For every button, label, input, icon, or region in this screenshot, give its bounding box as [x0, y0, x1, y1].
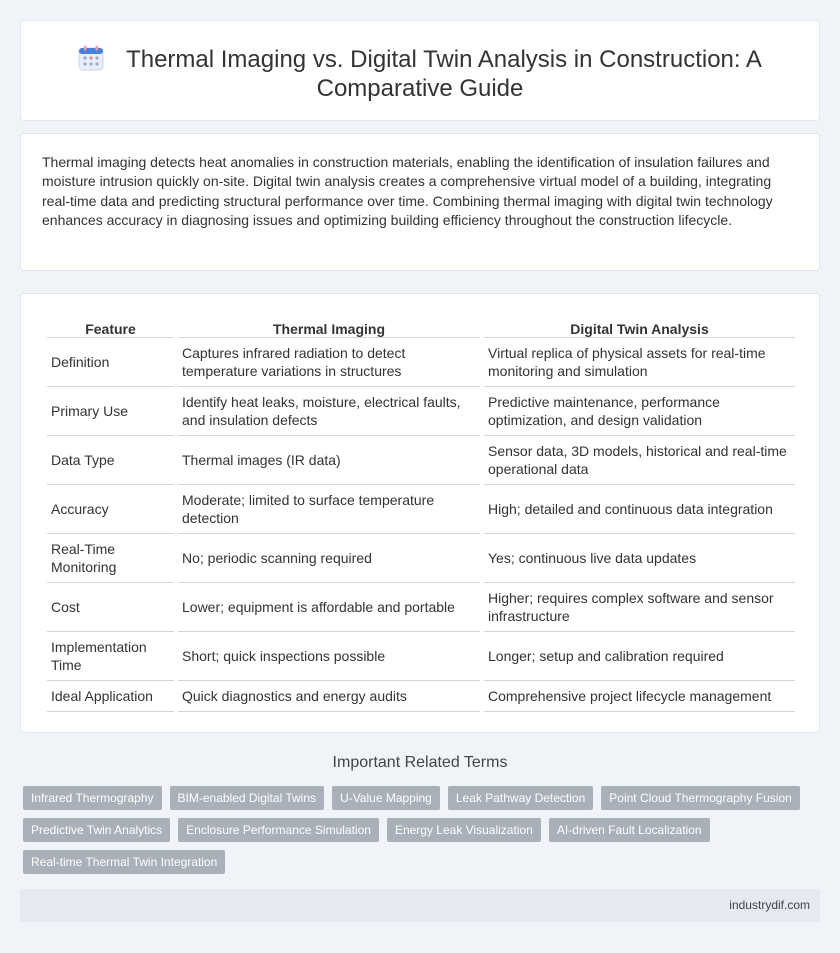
table-row — [47, 583, 795, 632]
digital-twin-cell: Sensor data, 3D models, historical and real-time operational data — [484, 436, 795, 485]
header-thermal-imaging: Thermal Imaging — [178, 315, 480, 338]
feature-cell: Ideal Application — [47, 681, 174, 712]
comparison-card — [20, 293, 820, 733]
feature-cell: Cost — [47, 583, 174, 632]
header-feature: Feature — [47, 315, 174, 338]
feature-cell: Data Type — [47, 436, 174, 485]
intro-card — [20, 133, 820, 271]
footer — [20, 889, 820, 922]
digital-twin-cell: High; detailed and continuous data integration — [484, 485, 795, 534]
comparison-table — [43, 315, 799, 712]
digital-twin-cell: Comprehensive project lifecycle management — [484, 681, 795, 712]
tag-predictive-twin-analytics[interactable]: Predictive Twin Analytics — [23, 818, 170, 842]
table-row — [47, 681, 795, 712]
thermal-cell: Captures infrared radiation to detect temperature variations in structures — [178, 338, 480, 387]
digital-twin-cell: Virtual replica of physical assets for real-time monitoring and simulation — [484, 338, 795, 387]
thermal-cell: Quick diagnostics and energy audits — [178, 681, 480, 712]
digital-twin-cell: Longer; setup and calibration required — [484, 632, 795, 681]
thermal-cell: Short; quick inspections possible — [178, 632, 480, 681]
table-row — [47, 485, 795, 534]
thermal-cell: No; periodic scanning required — [178, 534, 480, 583]
tag-energy-leak-visualization[interactable]: Energy Leak Visualization — [387, 818, 541, 842]
tag-bim-enabled-digital-twins[interactable]: BIM-enabled Digital Twins — [170, 786, 325, 810]
tag-point-cloud-thermography-fusion[interactable]: Point Cloud Thermography Fusion — [601, 786, 800, 810]
table-row — [47, 534, 795, 583]
feature-cell: Definition — [47, 338, 174, 387]
table-row — [47, 436, 795, 485]
table-header-row — [47, 315, 795, 338]
digital-twin-cell: Higher; requires complex software and sensor infrastructure — [484, 583, 795, 632]
feature-cell: Real-Time Monitoring — [47, 534, 174, 583]
title-line-1: Thermal Imaging vs. Digital Twin Analysis in Construction: A — [126, 46, 762, 73]
table-row — [47, 338, 795, 387]
related-terms-title: Important Related Terms — [332, 754, 508, 771]
thermal-cell: Thermal images (IR data) — [178, 436, 480, 485]
page-title — [21, 45, 819, 103]
thermal-cell: Identify heat leaks, moisture, electrical faults, and insulation defects — [178, 387, 480, 436]
tag-infrared-thermography[interactable]: Infrared Thermography — [23, 786, 162, 810]
header-digital-twin: Digital Twin Analysis — [484, 315, 795, 338]
calendar-icon — [78, 45, 104, 71]
footer-site[interactable]: industrydif.com — [729, 898, 810, 912]
related-terms-tags — [23, 786, 803, 874]
feature-cell: Implementation Time — [47, 632, 174, 681]
tag-real-time-thermal-twin-integration[interactable]: Real-time Thermal Twin Integration — [23, 850, 225, 874]
thermal-cell: Moderate; limited to surface temperature detection — [178, 485, 480, 534]
title-line-2: Comparative Guide — [316, 75, 524, 102]
intro-text: Thermal imaging detects heat anomalies in construction materials, enabling the identification of insulation failures and moisture intrusion quickly on-site. Digital twin analysis creates a comprehensive virtual model of a building, integrating real-time data and predicting structural performance over time. Combining thermal imaging with digital twin technology enhances accuracy in diagnosing issues and optimizing building efficiency throughout the construction lifecycle. — [42, 154, 773, 229]
tag-leak-pathway-detection[interactable]: Leak Pathway Detection — [448, 786, 593, 810]
tag-ai-driven-fault-localization[interactable]: AI-driven Fault Localization — [549, 818, 710, 842]
header-card — [20, 20, 820, 121]
feature-cell: Primary Use — [47, 387, 174, 436]
thermal-cell: Lower; equipment is affordable and portable — [178, 583, 480, 632]
digital-twin-cell: Predictive maintenance, performance optimization, and design validation — [484, 387, 795, 436]
table-row — [47, 387, 795, 436]
feature-cell: Accuracy — [47, 485, 174, 534]
table-row — [47, 632, 795, 681]
tag-u-value-mapping[interactable]: U-Value Mapping — [332, 786, 440, 810]
digital-twin-cell: Yes; continuous live data updates — [484, 534, 795, 583]
tag-enclosure-performance-simulation[interactable]: Enclosure Performance Simulation — [178, 818, 379, 842]
